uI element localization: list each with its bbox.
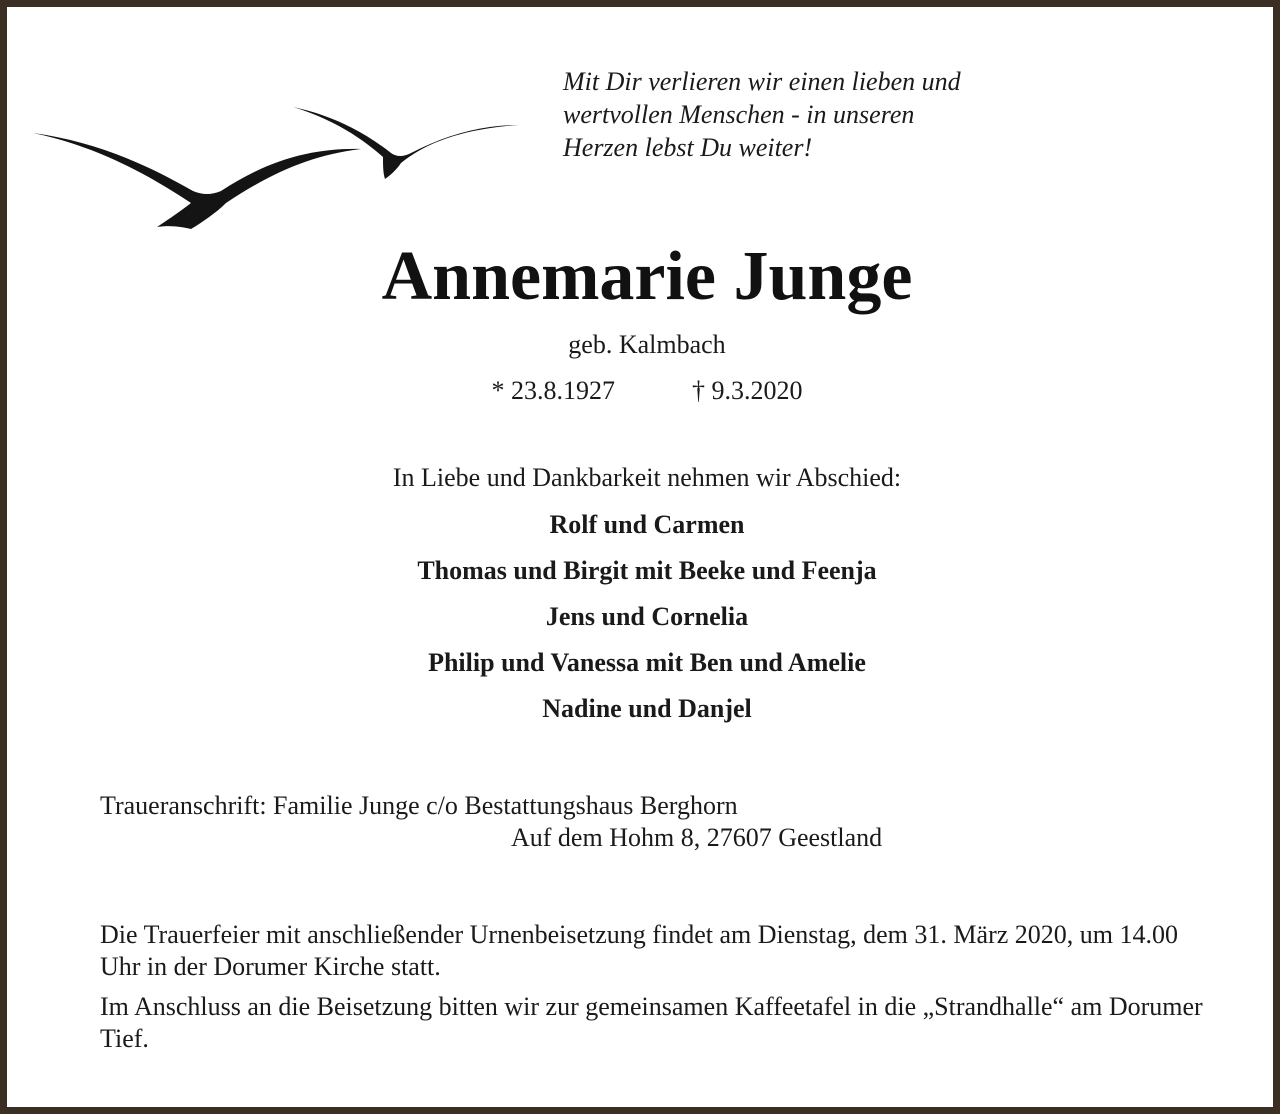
address-line-2: Auf dem Hohm 8, 27607 Geestland [511, 823, 883, 852]
reception-paragraph: Im Anschluss an die Beisetzung bitten wir zur gemeinsamen Kaffeetafel in die „Strandhalle“ am Dorumer Tief. [100, 992, 1203, 1053]
death-date: † 9.3.2020 [692, 376, 803, 405]
small-seagull-shape [293, 107, 519, 179]
birth-date: * 23.8.1927 [491, 376, 615, 405]
large-seagull-shape [33, 133, 361, 229]
ceremony-paragraph: Die Trauerfeier mit anschließender Urnenbeisetzung findet am Dienstag, dem 31. März 2020, um 14.00 Uhr in der Dorumer Kirche statt. [100, 920, 1178, 981]
mourner-entry: Jens und Cornelia [545, 602, 749, 631]
motto-line: Herzen lebst Du weiter! [563, 133, 813, 162]
seagulls-icon [31, 103, 531, 243]
mourning-address [100, 790, 882, 854]
ceremony-info [100, 919, 1210, 1063]
mourners-list [7, 507, 1280, 737]
address-line-1: Traueranschrift: Familie Junge c/o Bestattungshaus Berghorn [100, 791, 738, 820]
motto-quote [563, 65, 961, 164]
mourner-entry: Nadine und Danjel [542, 694, 752, 723]
motto-line: wertvollen Menschen - in unseren [563, 100, 915, 129]
mourner-entry: Thomas und Birgit mit Beeke und Feenja [417, 556, 877, 585]
mourner-entry: Rolf und Carmen [549, 510, 745, 539]
life-dates [7, 375, 1280, 407]
mourner-entry: Philip und Vanessa mit Ben und Amelie [428, 648, 866, 677]
birth-name: geb. Kalmbach [568, 330, 726, 359]
deceased-name: Annemarie Junge [381, 238, 913, 315]
motto-line: Mit Dir verlieren wir einen lieben und [563, 67, 961, 96]
farewell-line: In Liebe und Dankbarkeit nehmen wir Abschied: [392, 463, 902, 492]
